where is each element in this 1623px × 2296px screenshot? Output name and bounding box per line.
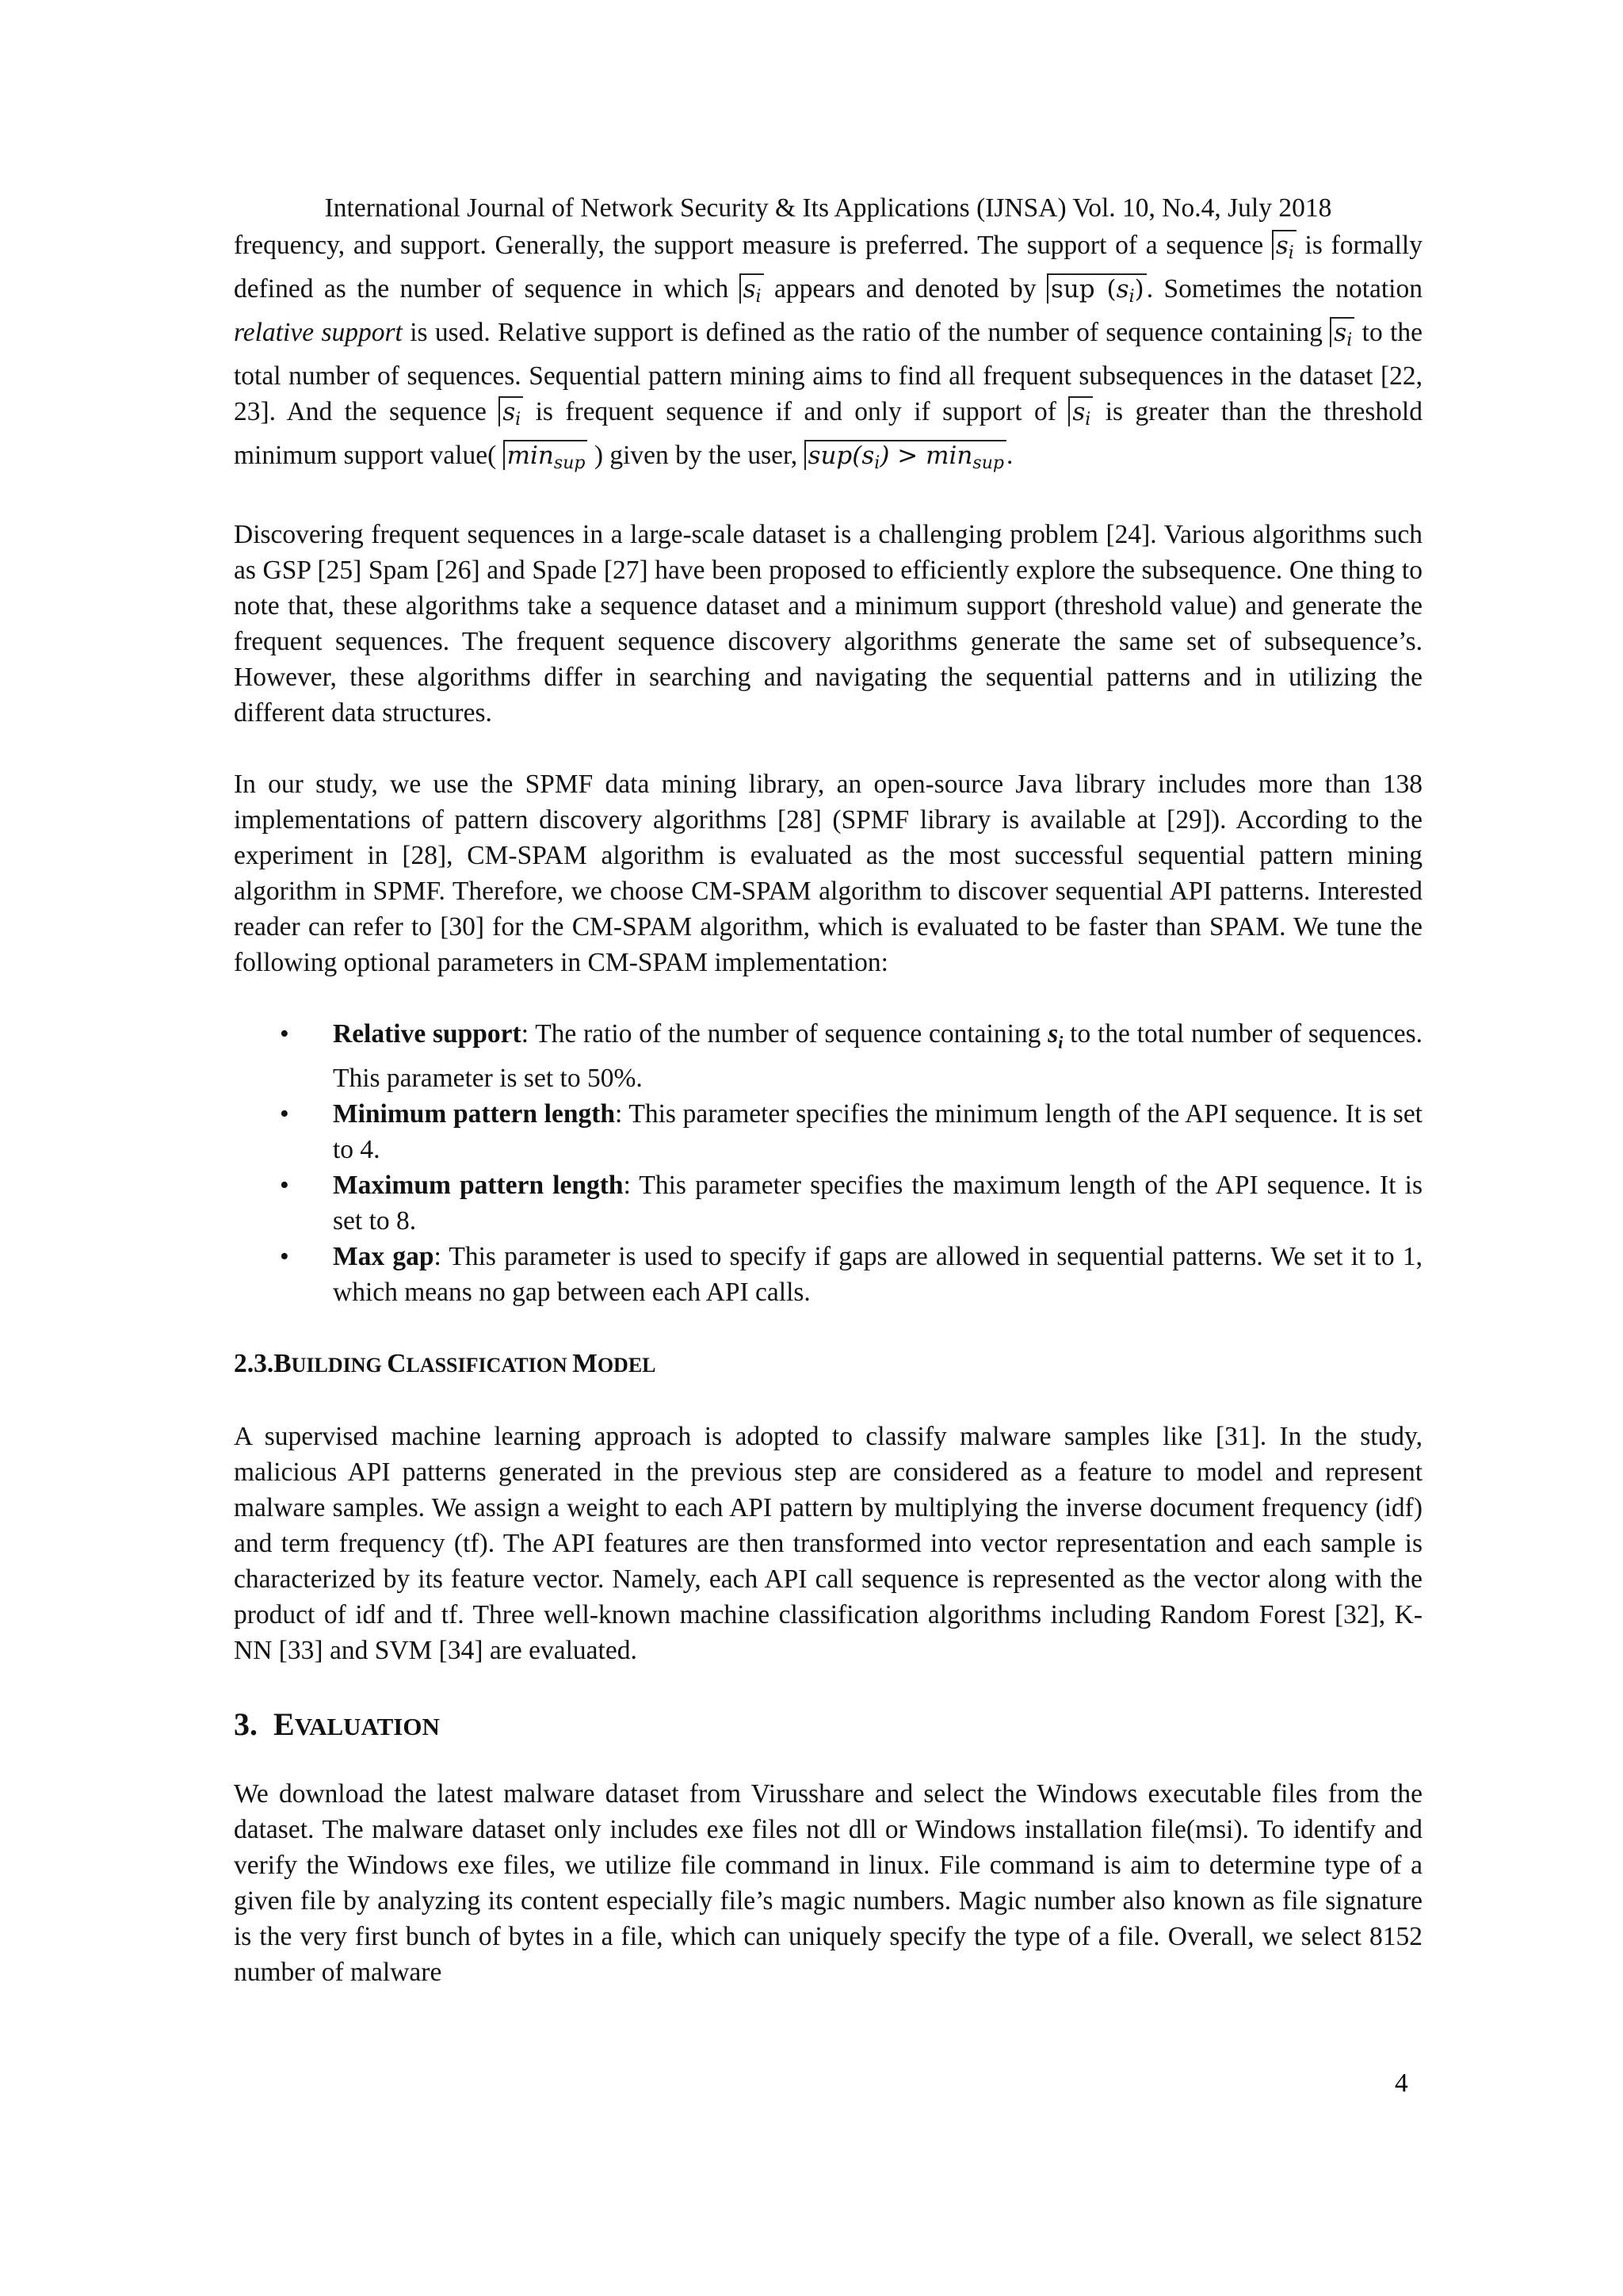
list-item: • Max gap: This parameter is used to specify if gaps are allowed in sequential patterns. We set it to 1, which means no gap between each API calls. — [234, 1239, 1423, 1310]
text: is formally defined as the number of sequence in which — [234, 231, 1423, 304]
parameter-list — [234, 1016, 1423, 1310]
math-sup-si: sup $(s_i)$ — [1047, 273, 1147, 304]
list-item: • Maximum pattern length: This parameter specifies the maximum length of the API sequence. It is set to 8. — [234, 1167, 1423, 1239]
paragraph-classification: A supervised machine learning approach is adopted to classify malware samples like [31]. In the study, malicious API patterns generated in the previous step are considered as a feature to model and represent malware samples. We assign a weight to each API pattern by multiplying the inverse document frequency (idf) and term frequency (tf). The API features are then transformed into vector representation and each sample is characterized by its feature vector. Namely, each API call sequence is represented as the vector along with the product of idf and tf. Three well-known machine classification algorithms including Random Forest [32], K-NN [33] and SVM [34] are evaluated. — [234, 1421, 1423, 1665]
math-si: $s_i$ — [498, 396, 523, 426]
page-number: 4 — [1395, 2069, 1408, 2098]
bullet-icon: • — [280, 1019, 289, 1049]
text: . Sometimes the notation — [1146, 274, 1423, 304]
math-min-sup: $\min_{sup}$ — [503, 440, 588, 470]
paragraph-evaluation: We download the latest malware dataset from Virusshare and select the Windows executable files from the dataset. The malware dataset only includes exe files not dll or Windows installation file(msi). To identify and verify the Windows exe files, we utilize file command in linux. File command is aim to determine type of a given file by analyzing its content especially file’s magic numbers. Magic number also known as file signature is the very first bunch of bytes in a file, which can uniquely specify the type of a file. Overall, we select 8152 number of malware — [234, 1778, 1423, 1987]
math-si: $s_i$ — [1330, 317, 1354, 347]
math-si: $s_i$ — [1272, 230, 1296, 260]
paragraph-spmf: In our study, we use the SPMF data mining library, an open-source Java library includes more than 138 implementations of pattern discovery algorithms [28] (SPMF library is available at [29]). According to the experiment in [28], CM-SPAM algorithm is evaluated as the most successful sequential pattern mining algorithm in SPMF. Therefore, we choose CM-SPAM algorithm to discover sequential API patterns. Interested reader can refer to [30] for the CM-SPAM algorithm, which is evaluated to be faster than SPAM. We tune the following optional parameters in CM-SPAM implementation: — [234, 770, 1423, 977]
math-inequality: $sup(s_i) > \min_{sup}$ — [804, 440, 1006, 470]
list-item: • Relative support: The ratio of the number of sequence containing $s_i$ to the total number of sequences. This parameter is set to 50%. — [234, 1016, 1423, 1096]
section-heading-3: 3. EVALUATION — [234, 1706, 440, 1742]
text: is greater than the threshold minimum support value( — [234, 397, 1423, 470]
paragraph-discovering: Discovering frequent sequences in a large-scale dataset is a challenging problem [24]. Various algorithms such as GSP [25] Spam [26] and Spade [27] have been proposed to efficiently explore the subsequence. One thing to note that, these algorithms take a sequence dataset and a minimum support (threshold value) and generate the frequent sequences. The frequent sequence discovery algorithms generate the same set of subsequence’s. However, these algorithms differ in searching and navigating the sequential patterns and in utilizing the different data structures. — [234, 520, 1423, 728]
paragraph-support-definition — [234, 227, 1423, 481]
journal-header: International Journal of Network Security & Its Applications (IJNSA) Vol. 10, No.4, July 2018 — [324, 193, 1332, 223]
math-si: $s_i$ — [1068, 396, 1093, 426]
text: ) given by the user, — [587, 441, 804, 470]
list-item: • Minimum pattern length: This parameter specifies the minimum length of the API sequence. It is set to 4. — [234, 1096, 1423, 1167]
italic-term: relative support — [234, 318, 403, 347]
text: is frequent sequence if and only if support of — [523, 397, 1069, 426]
bullet-icon: • — [280, 1098, 289, 1129]
bullet-icon: • — [280, 1241, 289, 1271]
math-si: $s_i$ — [739, 273, 764, 304]
text: . — [1006, 441, 1014, 470]
text: is used. Relative support is defined as the ratio of the number of sequence containing — [402, 318, 1331, 347]
text: appears and denoted by — [763, 274, 1047, 304]
paper-page — [234, 190, 1423, 1990]
bullet-icon: • — [280, 1170, 289, 1200]
section-heading-2-3: 2.3.BUILDING CLASSIFICATION MODEL — [234, 1348, 656, 1378]
text: to the total number of sequences. Sequential pattern mining aims to find all frequent subsequences in the dataset [22, 23]. And the sequence — [234, 318, 1423, 426]
text: frequency, and support. Generally, the support measure is preferred. The support of a sequence — [234, 231, 1272, 260]
